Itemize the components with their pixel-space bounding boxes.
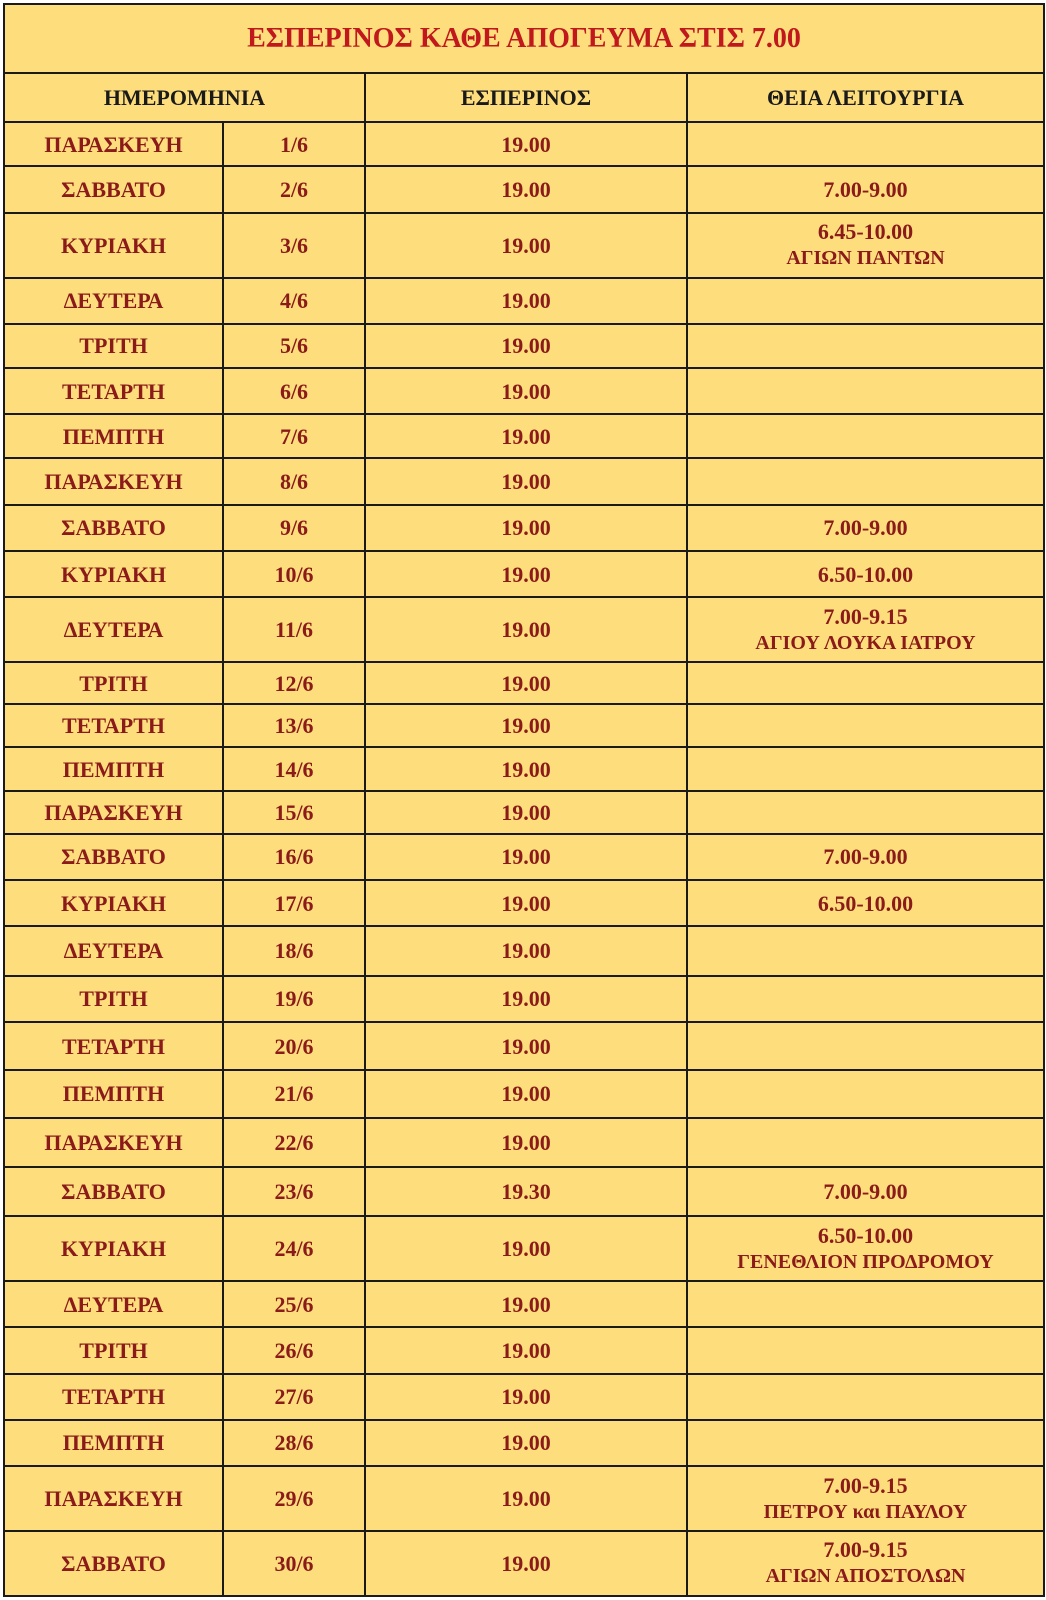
date-cell: 26/6 — [223, 1327, 365, 1373]
vespers-cell: 19.00 — [365, 704, 687, 747]
vespers-cell: 19.00 — [365, 368, 687, 414]
liturgy-cell — [687, 1118, 1044, 1167]
table-row — [4, 213, 1044, 278]
vespers-cell: 19.00 — [365, 324, 687, 368]
liturgy-time: 7.00-9.15 — [823, 603, 908, 629]
date-cell: 27/6 — [223, 1374, 365, 1420]
vespers-cell: 19.00 — [365, 834, 687, 880]
liturgy-cell — [687, 880, 1044, 926]
liturgy-time: 7.00-9.00 — [823, 177, 908, 203]
day-cell: ΚΥΡΙΑΚΗ — [4, 213, 223, 278]
vespers-cell: 19.00 — [365, 505, 687, 551]
liturgy-time: 7.00-9.00 — [823, 1179, 908, 1205]
liturgy-cell — [687, 551, 1044, 597]
vespers-cell: 19.00 — [365, 747, 687, 790]
header-liturgy: ΘΕΙΑ ΛΕΙΤΟΥΡΓΙΑ — [687, 73, 1044, 122]
date-cell: 23/6 — [223, 1167, 365, 1216]
vespers-cell: 19.00 — [365, 1374, 687, 1420]
vespers-cell: 19.30 — [365, 1167, 687, 1216]
table-row — [4, 1466, 1044, 1531]
table-row — [4, 505, 1044, 551]
day-cell: ΤΕΤΑΡΤΗ — [4, 1022, 223, 1070]
date-cell: 18/6 — [223, 926, 365, 975]
table-row — [4, 368, 1044, 414]
table-row — [4, 926, 1044, 975]
vespers-cell: 19.00 — [365, 213, 687, 278]
day-cell: ΠΑΡΑΣΚΕΥΗ — [4, 791, 223, 834]
liturgy-time: 7.00-9.00 — [823, 515, 908, 541]
day-cell: ΠΑΡΑΣΚΕΥΗ — [4, 458, 223, 504]
liturgy-cell — [687, 976, 1044, 1022]
table-row — [4, 1216, 1044, 1281]
date-cell: 15/6 — [223, 791, 365, 834]
liturgy-cell — [687, 747, 1044, 790]
liturgy-time: 6.50-10.00 — [817, 561, 914, 587]
day-cell: ΠΕΜΠΤΗ — [4, 1070, 223, 1117]
header-vespers: ΕΣΠΕΡΙΝΟΣ — [365, 73, 687, 122]
date-cell: 10/6 — [223, 551, 365, 597]
day-cell: ΠΕΜΠΤΗ — [4, 747, 223, 790]
date-cell: 30/6 — [223, 1531, 365, 1596]
table-row — [4, 166, 1044, 212]
day-cell: ΣΑΒΒΑΤΟ — [4, 505, 223, 551]
liturgy-cell — [687, 1420, 1044, 1466]
vespers-cell: 19.00 — [365, 1216, 687, 1281]
liturgy-cell — [687, 122, 1044, 166]
liturgy-time: 6.50-10.00 — [817, 1222, 914, 1248]
table-row — [4, 458, 1044, 504]
schedule-sheet — [3, 3, 1043, 1597]
schedule-table — [3, 3, 1045, 1597]
table-row — [4, 1531, 1044, 1596]
date-cell: 25/6 — [223, 1281, 365, 1327]
day-cell: ΤΕΤΑΡΤΗ — [4, 1374, 223, 1420]
liturgy-cell — [687, 1327, 1044, 1373]
vespers-cell: 19.00 — [365, 1531, 687, 1596]
liturgy-time: 6.45-10.00 — [817, 219, 914, 245]
liturgy-cell — [687, 704, 1044, 747]
liturgy-cell — [687, 368, 1044, 414]
liturgy-cell — [687, 834, 1044, 880]
vespers-cell: 19.00 — [365, 278, 687, 324]
vespers-cell: 19.00 — [365, 1466, 687, 1531]
schedule-body — [4, 4, 1044, 1596]
vespers-cell: 19.00 — [365, 1281, 687, 1327]
liturgy-time: 6.50-10.00 — [817, 890, 914, 916]
liturgy-cell — [687, 166, 1044, 212]
day-cell: ΠΕΜΠΤΗ — [4, 1420, 223, 1466]
table-row — [4, 1118, 1044, 1167]
table-row — [4, 324, 1044, 368]
vespers-cell: 19.00 — [365, 662, 687, 704]
table-row — [4, 747, 1044, 790]
date-cell: 5/6 — [223, 324, 365, 368]
day-cell: ΔΕΥΤΕΡΑ — [4, 1281, 223, 1327]
liturgy-cell — [687, 662, 1044, 704]
day-cell: ΤΡΙΤΗ — [4, 976, 223, 1022]
day-cell: ΠΑΡΑΣΚΕΥΗ — [4, 122, 223, 166]
table-row — [4, 1374, 1044, 1420]
day-cell: ΤΡΙΤΗ — [4, 324, 223, 368]
day-cell: ΔΕΥΤΕΡΑ — [4, 926, 223, 975]
table-row — [4, 1420, 1044, 1466]
table-row — [4, 791, 1044, 834]
liturgy-note: ΑΓΙΩΝ ΑΠΟΣΤΟΛΩΝ — [765, 1565, 966, 1588]
table-row — [4, 1281, 1044, 1327]
table-row — [4, 414, 1044, 458]
day-cell: ΠΑΡΑΣΚΕΥΗ — [4, 1466, 223, 1531]
vespers-cell: 19.00 — [365, 880, 687, 926]
date-cell: 13/6 — [223, 704, 365, 747]
liturgy-cell — [687, 1167, 1044, 1216]
day-cell: ΔΕΥΤΕΡΑ — [4, 278, 223, 324]
header-date: ΗΜΕΡΟΜΗΝΙΑ — [4, 73, 365, 122]
day-cell: ΚΥΡΙΑΚΗ — [4, 551, 223, 597]
liturgy-cell — [687, 1466, 1044, 1531]
liturgy-note: ΑΓΙΩΝ ΠΑΝΤΩΝ — [786, 247, 945, 270]
liturgy-cell — [687, 597, 1044, 662]
vespers-cell: 19.00 — [365, 597, 687, 662]
table-row — [4, 1070, 1044, 1117]
date-cell: 20/6 — [223, 1022, 365, 1070]
vespers-cell: 19.00 — [365, 976, 687, 1022]
day-cell: ΣΑΒΒΑΤΟ — [4, 1167, 223, 1216]
vespers-cell: 19.00 — [365, 166, 687, 212]
date-cell: 11/6 — [223, 597, 365, 662]
table-row — [4, 834, 1044, 880]
date-cell: 21/6 — [223, 1070, 365, 1117]
liturgy-cell — [687, 414, 1044, 458]
vespers-cell: 19.00 — [365, 791, 687, 834]
day-cell: ΣΑΒΒΑΤΟ — [4, 166, 223, 212]
date-cell: 24/6 — [223, 1216, 365, 1281]
day-cell: ΚΥΡΙΑΚΗ — [4, 1216, 223, 1281]
liturgy-cell — [687, 1374, 1044, 1420]
liturgy-cell — [687, 324, 1044, 368]
date-cell: 16/6 — [223, 834, 365, 880]
date-cell: 28/6 — [223, 1420, 365, 1466]
liturgy-cell — [687, 213, 1044, 278]
day-cell: ΣΑΒΒΑΤΟ — [4, 1531, 223, 1596]
table-row — [4, 704, 1044, 747]
day-cell: ΚΥΡΙΑΚΗ — [4, 880, 223, 926]
vespers-cell: 19.00 — [365, 458, 687, 504]
table-row — [4, 122, 1044, 166]
day-cell: ΤΕΤΑΡΤΗ — [4, 704, 223, 747]
date-cell: 9/6 — [223, 505, 365, 551]
vespers-cell: 19.00 — [365, 1022, 687, 1070]
liturgy-time: 7.00-9.15 — [823, 1537, 908, 1563]
vespers-cell: 19.00 — [365, 1420, 687, 1466]
liturgy-cell — [687, 791, 1044, 834]
table-row — [4, 1167, 1044, 1216]
table-row — [4, 880, 1044, 926]
date-cell: 12/6 — [223, 662, 365, 704]
vespers-cell: 19.00 — [365, 1070, 687, 1117]
date-cell: 4/6 — [223, 278, 365, 324]
liturgy-cell — [687, 278, 1044, 324]
date-cell: 7/6 — [223, 414, 365, 458]
vespers-cell: 19.00 — [365, 414, 687, 458]
vespers-cell: 19.00 — [365, 1118, 687, 1167]
liturgy-note: ΓΕΝΕΘΛΙΟΝ ΠΡΟΔΡΟΜΟΥ — [737, 1250, 994, 1273]
date-cell: 19/6 — [223, 976, 365, 1022]
date-cell: 14/6 — [223, 747, 365, 790]
liturgy-cell — [687, 1216, 1044, 1281]
page-title: ΕΣΠΕΡΙΝΟΣ ΚΑΘΕ ΑΠΟΓΕΥΜΑ ΣΤΙΣ 7.00 — [4, 4, 1044, 73]
table-row — [4, 278, 1044, 324]
day-cell: ΤΡΙΤΗ — [4, 1327, 223, 1373]
date-cell: 8/6 — [223, 458, 365, 504]
day-cell: ΠΑΡΑΣΚΕΥΗ — [4, 1118, 223, 1167]
date-cell: 6/6 — [223, 368, 365, 414]
date-cell: 3/6 — [223, 213, 365, 278]
liturgy-cell — [687, 505, 1044, 551]
liturgy-cell — [687, 1531, 1044, 1596]
header-row — [4, 73, 1044, 122]
vespers-cell: 19.00 — [365, 122, 687, 166]
date-cell: 22/6 — [223, 1118, 365, 1167]
table-row — [4, 597, 1044, 662]
table-row — [4, 1022, 1044, 1070]
liturgy-note: ΑΓΙΟΥ ΛΟΥΚΑ ΙΑΤΡΟΥ — [755, 631, 976, 654]
liturgy-note: ΠΕΤΡΟΥ και ΠΑΥΛΟΥ — [763, 1500, 968, 1523]
liturgy-cell — [687, 1022, 1044, 1070]
vespers-cell: 19.00 — [365, 1327, 687, 1373]
table-row — [4, 662, 1044, 704]
liturgy-cell — [687, 1281, 1044, 1327]
day-cell: ΤΡΙΤΗ — [4, 662, 223, 704]
day-cell: ΔΕΥΤΕΡΑ — [4, 597, 223, 662]
day-cell: ΠΕΜΠΤΗ — [4, 414, 223, 458]
title-row — [4, 4, 1044, 73]
table-row — [4, 976, 1044, 1022]
day-cell: ΤΕΤΑΡΤΗ — [4, 368, 223, 414]
liturgy-cell — [687, 458, 1044, 504]
liturgy-cell — [687, 1070, 1044, 1117]
liturgy-time: 7.00-9.00 — [823, 844, 908, 870]
vespers-cell: 19.00 — [365, 551, 687, 597]
date-cell: 29/6 — [223, 1466, 365, 1531]
date-cell: 1/6 — [223, 122, 365, 166]
day-cell: ΣΑΒΒΑΤΟ — [4, 834, 223, 880]
vespers-cell: 19.00 — [365, 926, 687, 975]
date-cell: 2/6 — [223, 166, 365, 212]
liturgy-cell — [687, 926, 1044, 975]
liturgy-time: 7.00-9.15 — [823, 1472, 908, 1498]
table-row — [4, 551, 1044, 597]
date-cell: 17/6 — [223, 880, 365, 926]
table-row — [4, 1327, 1044, 1373]
